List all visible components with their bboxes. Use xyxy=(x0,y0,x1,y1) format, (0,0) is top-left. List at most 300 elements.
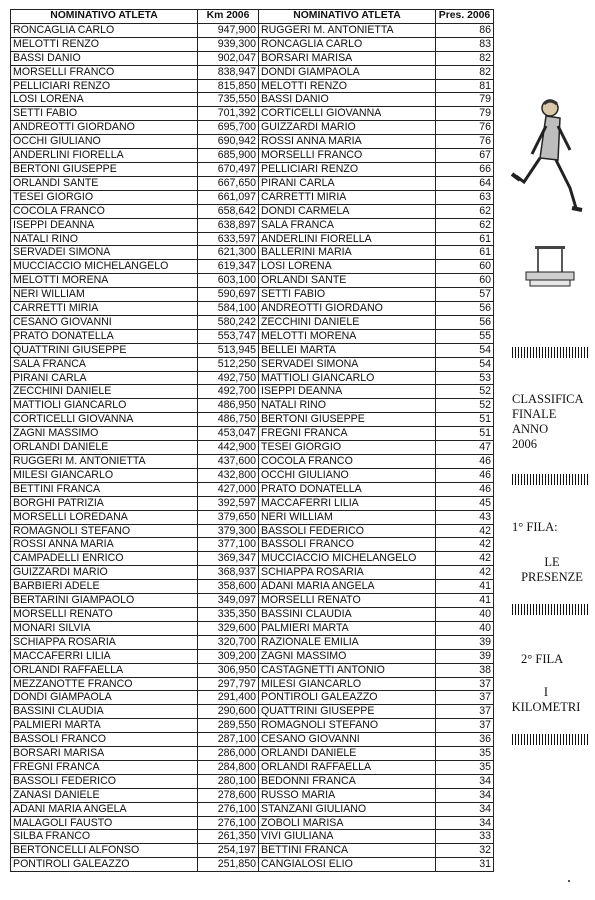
km-value: 633,597 xyxy=(198,232,259,246)
table-row xyxy=(11,580,494,594)
barcode-divider-4 xyxy=(512,734,588,745)
table-row xyxy=(11,357,494,371)
athlete-name-presences: CARRETTI MIRIA xyxy=(259,190,436,204)
km-value: 590,697 xyxy=(198,288,259,302)
presences-value: 42 xyxy=(436,538,494,552)
athlete-name-km: MUCCIACCIO MICHELANGELO xyxy=(11,260,198,274)
presences-value: 66 xyxy=(436,162,494,176)
scan-speck xyxy=(568,880,570,882)
table-row xyxy=(11,162,494,176)
presences-value: 42 xyxy=(436,524,494,538)
athlete-name-presences: MELOTTI RENZO xyxy=(259,79,436,93)
athlete-name-km: PONTIROLI GALEAZZO xyxy=(11,858,198,872)
athlete-name-km: NATALI RINO xyxy=(11,232,198,246)
athlete-name-presences: MORSELLI RENATO xyxy=(259,594,436,608)
table-row xyxy=(11,496,494,510)
presences-value: 33 xyxy=(436,830,494,844)
km-value: 379,300 xyxy=(198,524,259,538)
km-value: 838,947 xyxy=(198,65,259,79)
presences-value: 76 xyxy=(436,135,494,149)
table-row xyxy=(11,649,494,663)
km-value: 584,100 xyxy=(198,302,259,316)
table-row xyxy=(11,733,494,747)
km-value: 701,392 xyxy=(198,107,259,121)
title-line-2: FINALE xyxy=(512,407,557,421)
table-row xyxy=(11,677,494,691)
athlete-name-presences: BASSOLI FEDERICO xyxy=(259,524,436,538)
presences-value: 47 xyxy=(436,441,494,455)
km-value: 512,250 xyxy=(198,357,259,371)
km-value: 287,100 xyxy=(198,733,259,747)
km-value: 442,900 xyxy=(198,441,259,455)
presences-value: 62 xyxy=(436,218,494,232)
km-value: 377,100 xyxy=(198,538,259,552)
km-value: 695,700 xyxy=(198,121,259,135)
presences-value: 43 xyxy=(436,510,494,524)
km-value: 284,800 xyxy=(198,760,259,774)
km-value: 815,850 xyxy=(198,79,259,93)
table-row xyxy=(11,385,494,399)
presences-value: 34 xyxy=(436,816,494,830)
athlete-name-presences: BASSINI CLAUDIA xyxy=(259,607,436,621)
km-value: 685,900 xyxy=(198,149,259,163)
athlete-name-presences: RONCAGLIA CARLO xyxy=(259,37,436,51)
athlete-name-presences: BETTINI FRANCA xyxy=(259,844,436,858)
athlete-name-presences: ZAGNI MASSIMO xyxy=(259,649,436,663)
athlete-name-km: OCCHI GIULIANO xyxy=(11,135,198,149)
table-row xyxy=(11,343,494,357)
table-row xyxy=(11,260,494,274)
athlete-name-km: ROMAGNOLI STEFANO xyxy=(11,524,198,538)
athlete-name-km: ZAGNI MASSIMO xyxy=(11,427,198,441)
athlete-name-presences: MILESI GIANCARLO xyxy=(259,677,436,691)
presences-value: 37 xyxy=(436,677,494,691)
athlete-name-km: BETTINI FRANCA xyxy=(11,482,198,496)
presences-value: 34 xyxy=(436,774,494,788)
athlete-name-km: PELLICIARI RENZO xyxy=(11,79,198,93)
table-row xyxy=(11,232,494,246)
km-value: 492,700 xyxy=(198,385,259,399)
km-value: 261,350 xyxy=(198,830,259,844)
table-row xyxy=(11,621,494,635)
athlete-name-presences: BALLERINI MARIA xyxy=(259,246,436,260)
km-value: 453,047 xyxy=(198,427,259,441)
presences-value: 82 xyxy=(436,65,494,79)
athlete-name-presences: PELLICIARI RENZO xyxy=(259,162,436,176)
presences-value: 35 xyxy=(436,760,494,774)
fila1-line-1: LE xyxy=(544,555,560,569)
athlete-name-km: CAMPADELLI ENRICO xyxy=(11,552,198,566)
athlete-name-presences: RAZIONALE EMILIA xyxy=(259,635,436,649)
presences-value: 79 xyxy=(436,107,494,121)
table-header-row xyxy=(11,10,494,24)
table-row xyxy=(11,23,494,37)
presences-value: 82 xyxy=(436,51,494,65)
classification-title xyxy=(512,392,584,452)
table-row xyxy=(11,788,494,802)
fila1-description xyxy=(512,555,592,585)
athlete-name-km: ORLANDI DANIELE xyxy=(11,441,198,455)
athlete-name-km: MACCAFERRI LILIA xyxy=(11,649,198,663)
athlete-name-presences: PALMIERI MARTA xyxy=(259,621,436,635)
athlete-name-presences: BORSARI MARISA xyxy=(259,51,436,65)
km-value: 335,350 xyxy=(198,607,259,621)
athlete-name-km: BERTONCELLI ALFONSO xyxy=(11,844,198,858)
presences-value: 62 xyxy=(436,204,494,218)
table-row xyxy=(11,246,494,260)
km-value: 619,347 xyxy=(198,260,259,274)
athlete-name-km: ADANI MARIA ANGELA xyxy=(11,802,198,816)
presences-value: 42 xyxy=(436,552,494,566)
presences-value: 36 xyxy=(436,733,494,747)
km-value: 690,942 xyxy=(198,135,259,149)
athlete-name-presences: BEDONNI FRANCA xyxy=(259,774,436,788)
table-row xyxy=(11,566,494,580)
athlete-name-presences: BERTONI GIUSEPPE xyxy=(259,413,436,427)
presences-value: 60 xyxy=(436,274,494,288)
km-value: 432,800 xyxy=(198,468,259,482)
athlete-name-presences: FREGNI FRANCA xyxy=(259,427,436,441)
km-value: 638,897 xyxy=(198,218,259,232)
athlete-name-presences: QUATTRINI GIUSEPPE xyxy=(259,705,436,719)
athlete-name-presences: ROMAGNOLI STEFANO xyxy=(259,719,436,733)
athlete-name-km: CARRETTI MIRIA xyxy=(11,302,198,316)
athlete-name-presences: ANDERLINI FIORELLA xyxy=(259,232,436,246)
presences-value: 64 xyxy=(436,176,494,190)
athlete-name-presences: ORLANDI RAFFAELLA xyxy=(259,760,436,774)
table-row xyxy=(11,204,494,218)
table-row xyxy=(11,691,494,705)
athlete-name-km: BORGHI PATRIZIA xyxy=(11,496,198,510)
km-value: 437,600 xyxy=(198,455,259,469)
athlete-name-km: MORSELLI LOREDANA xyxy=(11,510,198,524)
presences-value: 52 xyxy=(436,399,494,413)
athlete-name-km: ANDERLINI FIORELLA xyxy=(11,149,198,163)
table-row xyxy=(11,149,494,163)
athlete-name-presences: SALA FRANCA xyxy=(259,218,436,232)
athlete-name-km: MORSELLI FRANCO xyxy=(11,65,198,79)
title-line-1: CLASSIFICA xyxy=(512,392,584,406)
presences-value: 79 xyxy=(436,93,494,107)
table-row xyxy=(11,399,494,413)
presences-value: 34 xyxy=(436,802,494,816)
km-value: 513,945 xyxy=(198,343,259,357)
km-value: 735,550 xyxy=(198,93,259,107)
header-name-km: NOMINATIVO ATLETA xyxy=(11,10,198,24)
header-name-presences: NOMINATIVO ATLETA xyxy=(259,10,436,24)
presences-value: 56 xyxy=(436,315,494,329)
header-km: Km 2006 xyxy=(198,10,259,24)
km-value: 251,850 xyxy=(198,858,259,872)
table-row xyxy=(11,107,494,121)
km-value: 486,950 xyxy=(198,399,259,413)
athlete-name-presences: MATTIOLI GIANCARLO xyxy=(259,371,436,385)
presences-value: 51 xyxy=(436,413,494,427)
athlete-name-km: PRATO DONATELLA xyxy=(11,329,198,343)
athlete-name-km: ROSSI ANNA MARIA xyxy=(11,538,198,552)
athlete-name-presences: ADANI MARIA ANGELA xyxy=(259,580,436,594)
km-value: 492,750 xyxy=(198,371,259,385)
runner-illustration xyxy=(508,96,588,301)
km-value: 939,300 xyxy=(198,37,259,51)
athlete-name-presences: CORTICELLI GIOVANNA xyxy=(259,107,436,121)
athlete-name-presences: NERI WILLIAM xyxy=(259,510,436,524)
km-value: 276,100 xyxy=(198,816,259,830)
km-value: 306,950 xyxy=(198,663,259,677)
table-row xyxy=(11,607,494,621)
presences-value: 60 xyxy=(436,260,494,274)
athlete-name-km: GUIZZARDI MARIO xyxy=(11,566,198,580)
presences-value: 57 xyxy=(436,288,494,302)
presences-value: 76 xyxy=(436,121,494,135)
km-value: 290,600 xyxy=(198,705,259,719)
presences-value: 32 xyxy=(436,844,494,858)
athlete-name-presences: CANGIALOSI ELIO xyxy=(259,858,436,872)
athlete-name-km: LOSI LORENA xyxy=(11,93,198,107)
athlete-name-presences: VIVI GIULIANA xyxy=(259,830,436,844)
presences-value: 37 xyxy=(436,705,494,719)
km-value: 580,242 xyxy=(198,315,259,329)
table-row xyxy=(11,858,494,872)
table-row xyxy=(11,635,494,649)
fila2-description xyxy=(506,685,586,715)
athlete-name-km: BASSOLI FEDERICO xyxy=(11,774,198,788)
athlete-name-presences: SERVADEI SIMONA xyxy=(259,357,436,371)
fila1-line-2: PRESENZE xyxy=(521,570,583,584)
presences-value: 52 xyxy=(436,385,494,399)
km-value: 621,300 xyxy=(198,246,259,260)
table-row xyxy=(11,288,494,302)
presences-value: 31 xyxy=(436,858,494,872)
athlete-name-km: BASSI DANIO xyxy=(11,51,198,65)
athlete-name-presences: RUGGERI M. ANTONIETTA xyxy=(259,23,436,37)
athlete-name-presences: ORLANDI DANIELE xyxy=(259,747,436,761)
table-row xyxy=(11,844,494,858)
presences-value: 35 xyxy=(436,747,494,761)
km-value: 358,600 xyxy=(198,580,259,594)
table-row xyxy=(11,93,494,107)
table-row xyxy=(11,747,494,761)
athlete-name-presences: BELLEI MARTA xyxy=(259,343,436,357)
presences-value: 39 xyxy=(436,649,494,663)
athlete-name-km: PALMIERI MARTA xyxy=(11,719,198,733)
athlete-name-presences: BASSOLI FRANCO xyxy=(259,538,436,552)
presences-value: 37 xyxy=(436,691,494,705)
header-presences: Pres. 2006 xyxy=(436,10,494,24)
presences-value: 86 xyxy=(436,23,494,37)
athlete-name-km: BARBIERI ADELE xyxy=(11,580,198,594)
ranking-table xyxy=(10,9,494,872)
fila2-label: 2° FILA xyxy=(521,652,564,666)
presences-value: 37 xyxy=(436,719,494,733)
athlete-name-presences: ZECCHINI DANIELE xyxy=(259,315,436,329)
athlete-name-presences: COCOLA FRANCO xyxy=(259,455,436,469)
km-value: 553,747 xyxy=(198,329,259,343)
table-row xyxy=(11,705,494,719)
barcode-divider-1 xyxy=(512,347,588,358)
athlete-name-presences: MUCCIACCIO MICHELANGELO xyxy=(259,552,436,566)
athlete-name-presences: MACCAFERRI LILIA xyxy=(259,496,436,510)
km-value: 486,750 xyxy=(198,413,259,427)
athlete-name-km: RUGGERI M. ANTONIETTA xyxy=(11,455,198,469)
table-row xyxy=(11,594,494,608)
km-value: 278,600 xyxy=(198,788,259,802)
table-row xyxy=(11,218,494,232)
athlete-name-km: PIRANI CARLA xyxy=(11,371,198,385)
athlete-name-km: TESEI GIORGIO xyxy=(11,190,198,204)
athlete-name-km: SILBA FRANCO xyxy=(11,830,198,844)
athlete-name-presences: CASTAGNETTI ANTONIO xyxy=(259,663,436,677)
athlete-name-km: ORLANDI RAFFAELLA xyxy=(11,663,198,677)
presences-value: 83 xyxy=(436,37,494,51)
km-value: 286,000 xyxy=(198,747,259,761)
table-row xyxy=(11,774,494,788)
fila2-line-2: KILOMETRI xyxy=(511,700,581,714)
athlete-name-presences: RUSSO MARIA xyxy=(259,788,436,802)
presences-value: 61 xyxy=(436,246,494,260)
athlete-name-km: SCHIAPPA ROSARIA xyxy=(11,635,198,649)
table-row xyxy=(11,552,494,566)
fila2-line-1: I xyxy=(543,685,549,699)
athlete-name-presences: ZOBOLI MARISA xyxy=(259,816,436,830)
athlete-name-presences: NATALI RINO xyxy=(259,399,436,413)
table-row xyxy=(11,441,494,455)
presences-value: 61 xyxy=(436,232,494,246)
athlete-name-km: BERTARINI GIAMPAOLO xyxy=(11,594,198,608)
athlete-name-km: CORTICELLI GIOVANNA xyxy=(11,413,198,427)
km-value: 320,700 xyxy=(198,635,259,649)
table-row xyxy=(11,413,494,427)
athlete-name-presences: BASSI DANIO xyxy=(259,93,436,107)
km-value: 661,097 xyxy=(198,190,259,204)
athlete-name-presences: DONDI GIAMPAOLA xyxy=(259,65,436,79)
table-row xyxy=(11,830,494,844)
km-value: 667,650 xyxy=(198,176,259,190)
presences-value: 46 xyxy=(436,468,494,482)
athlete-name-km: FREGNI FRANCA xyxy=(11,760,198,774)
athlete-name-presences: PIRANI CARLA xyxy=(259,176,436,190)
athlete-name-km: DONDI GIAMPAOLA xyxy=(11,691,198,705)
athlete-name-km: SALA FRANCA xyxy=(11,357,198,371)
table-row xyxy=(11,482,494,496)
km-value: 291,400 xyxy=(198,691,259,705)
table-row xyxy=(11,524,494,538)
table-row xyxy=(11,135,494,149)
athlete-name-km: RONCAGLIA CARLO xyxy=(11,23,198,37)
athlete-name-km: MALAGOLI FAUSTO xyxy=(11,816,198,830)
presences-value: 63 xyxy=(436,190,494,204)
presences-value: 55 xyxy=(436,329,494,343)
km-value: 349,097 xyxy=(198,594,259,608)
athlete-name-presences: PONTIROLI GALEAZZO xyxy=(259,691,436,705)
km-value: 369,347 xyxy=(198,552,259,566)
athlete-name-km: SETTI FABIO xyxy=(11,107,198,121)
athlete-name-km: ZECCHINI DANIELE xyxy=(11,385,198,399)
presences-value: 45 xyxy=(436,496,494,510)
presences-value: 41 xyxy=(436,594,494,608)
athlete-name-km: SERVADEI SIMONA xyxy=(11,246,198,260)
table-row xyxy=(11,315,494,329)
athlete-name-km: ISEPPI DEANNA xyxy=(11,218,198,232)
table-row xyxy=(11,371,494,385)
athlete-name-km: MILESI GIANCARLO xyxy=(11,468,198,482)
km-value: 276,100 xyxy=(198,802,259,816)
athlete-name-km: ANDREOTTI GIORDANO xyxy=(11,121,198,135)
athlete-name-km: BASSINI CLAUDIA xyxy=(11,705,198,719)
presences-value: 46 xyxy=(436,482,494,496)
km-value: 947,900 xyxy=(198,23,259,37)
athlete-name-km: BASSOLI FRANCO xyxy=(11,733,198,747)
athlete-name-presences: ROSSI ANNA MARIA xyxy=(259,135,436,149)
athlete-name-presences: PRATO DONATELLA xyxy=(259,482,436,496)
presences-value: 40 xyxy=(436,621,494,635)
table-row xyxy=(11,455,494,469)
table-row xyxy=(11,468,494,482)
athlete-name-presences: STANZANI GIULIANO xyxy=(259,802,436,816)
title-line-4: 2006 xyxy=(512,437,537,451)
presences-value: 39 xyxy=(436,635,494,649)
table-row xyxy=(11,427,494,441)
km-value: 902,047 xyxy=(198,51,259,65)
presences-value: 54 xyxy=(436,343,494,357)
table-row xyxy=(11,190,494,204)
km-value: 392,597 xyxy=(198,496,259,510)
title-line-3: ANNO xyxy=(512,422,549,436)
athlete-name-km: CESANO GIOVANNI xyxy=(11,315,198,329)
presences-value: 46 xyxy=(436,455,494,469)
athlete-name-km: MONARI SILVIA xyxy=(11,621,198,635)
table-body xyxy=(11,23,494,871)
table-row xyxy=(11,802,494,816)
athlete-name-presences: MORSELLI FRANCO xyxy=(259,149,436,163)
km-value: 254,197 xyxy=(198,844,259,858)
km-value: 658,642 xyxy=(198,204,259,218)
table-row xyxy=(11,719,494,733)
athlete-name-presences: SCHIAPPA ROSARIA xyxy=(259,566,436,580)
table-row xyxy=(11,79,494,93)
km-value: 329,600 xyxy=(198,621,259,635)
athlete-name-km: QUATTRINI GIUSEPPE xyxy=(11,343,198,357)
table-row xyxy=(11,760,494,774)
athlete-name-km: MEZZANOTTE FRANCO xyxy=(11,677,198,691)
athlete-name-km: BERTONI GIUSEPPE xyxy=(11,162,198,176)
km-value: 427,000 xyxy=(198,482,259,496)
athlete-name-presences: SETTI FABIO xyxy=(259,288,436,302)
table-row xyxy=(11,538,494,552)
table-row xyxy=(11,37,494,51)
athlete-name-km: ZANASI DANIELE xyxy=(11,788,198,802)
runner-hurdle-icon xyxy=(508,96,588,301)
table-row xyxy=(11,329,494,343)
athlete-name-presences: CESANO GIOVANNI xyxy=(259,733,436,747)
table-row xyxy=(11,510,494,524)
athlete-name-presences: OCCHI GIULIANO xyxy=(259,468,436,482)
presences-value: 81 xyxy=(436,79,494,93)
athlete-name-km: MATTIOLI GIANCARLO xyxy=(11,399,198,413)
athlete-name-km: ORLANDI SANTE xyxy=(11,176,198,190)
presences-value: 54 xyxy=(436,357,494,371)
athlete-name-presences: LOSI LORENA xyxy=(259,260,436,274)
presences-value: 56 xyxy=(436,302,494,316)
presences-value: 51 xyxy=(436,427,494,441)
athlete-name-km: COCOLA FRANCO xyxy=(11,204,198,218)
presences-value: 53 xyxy=(436,371,494,385)
table-row xyxy=(11,816,494,830)
table-row xyxy=(11,121,494,135)
athlete-name-km: MELOTTI RENZO xyxy=(11,37,198,51)
fila1-label: 1° FILA: xyxy=(512,520,558,534)
table-row xyxy=(11,176,494,190)
